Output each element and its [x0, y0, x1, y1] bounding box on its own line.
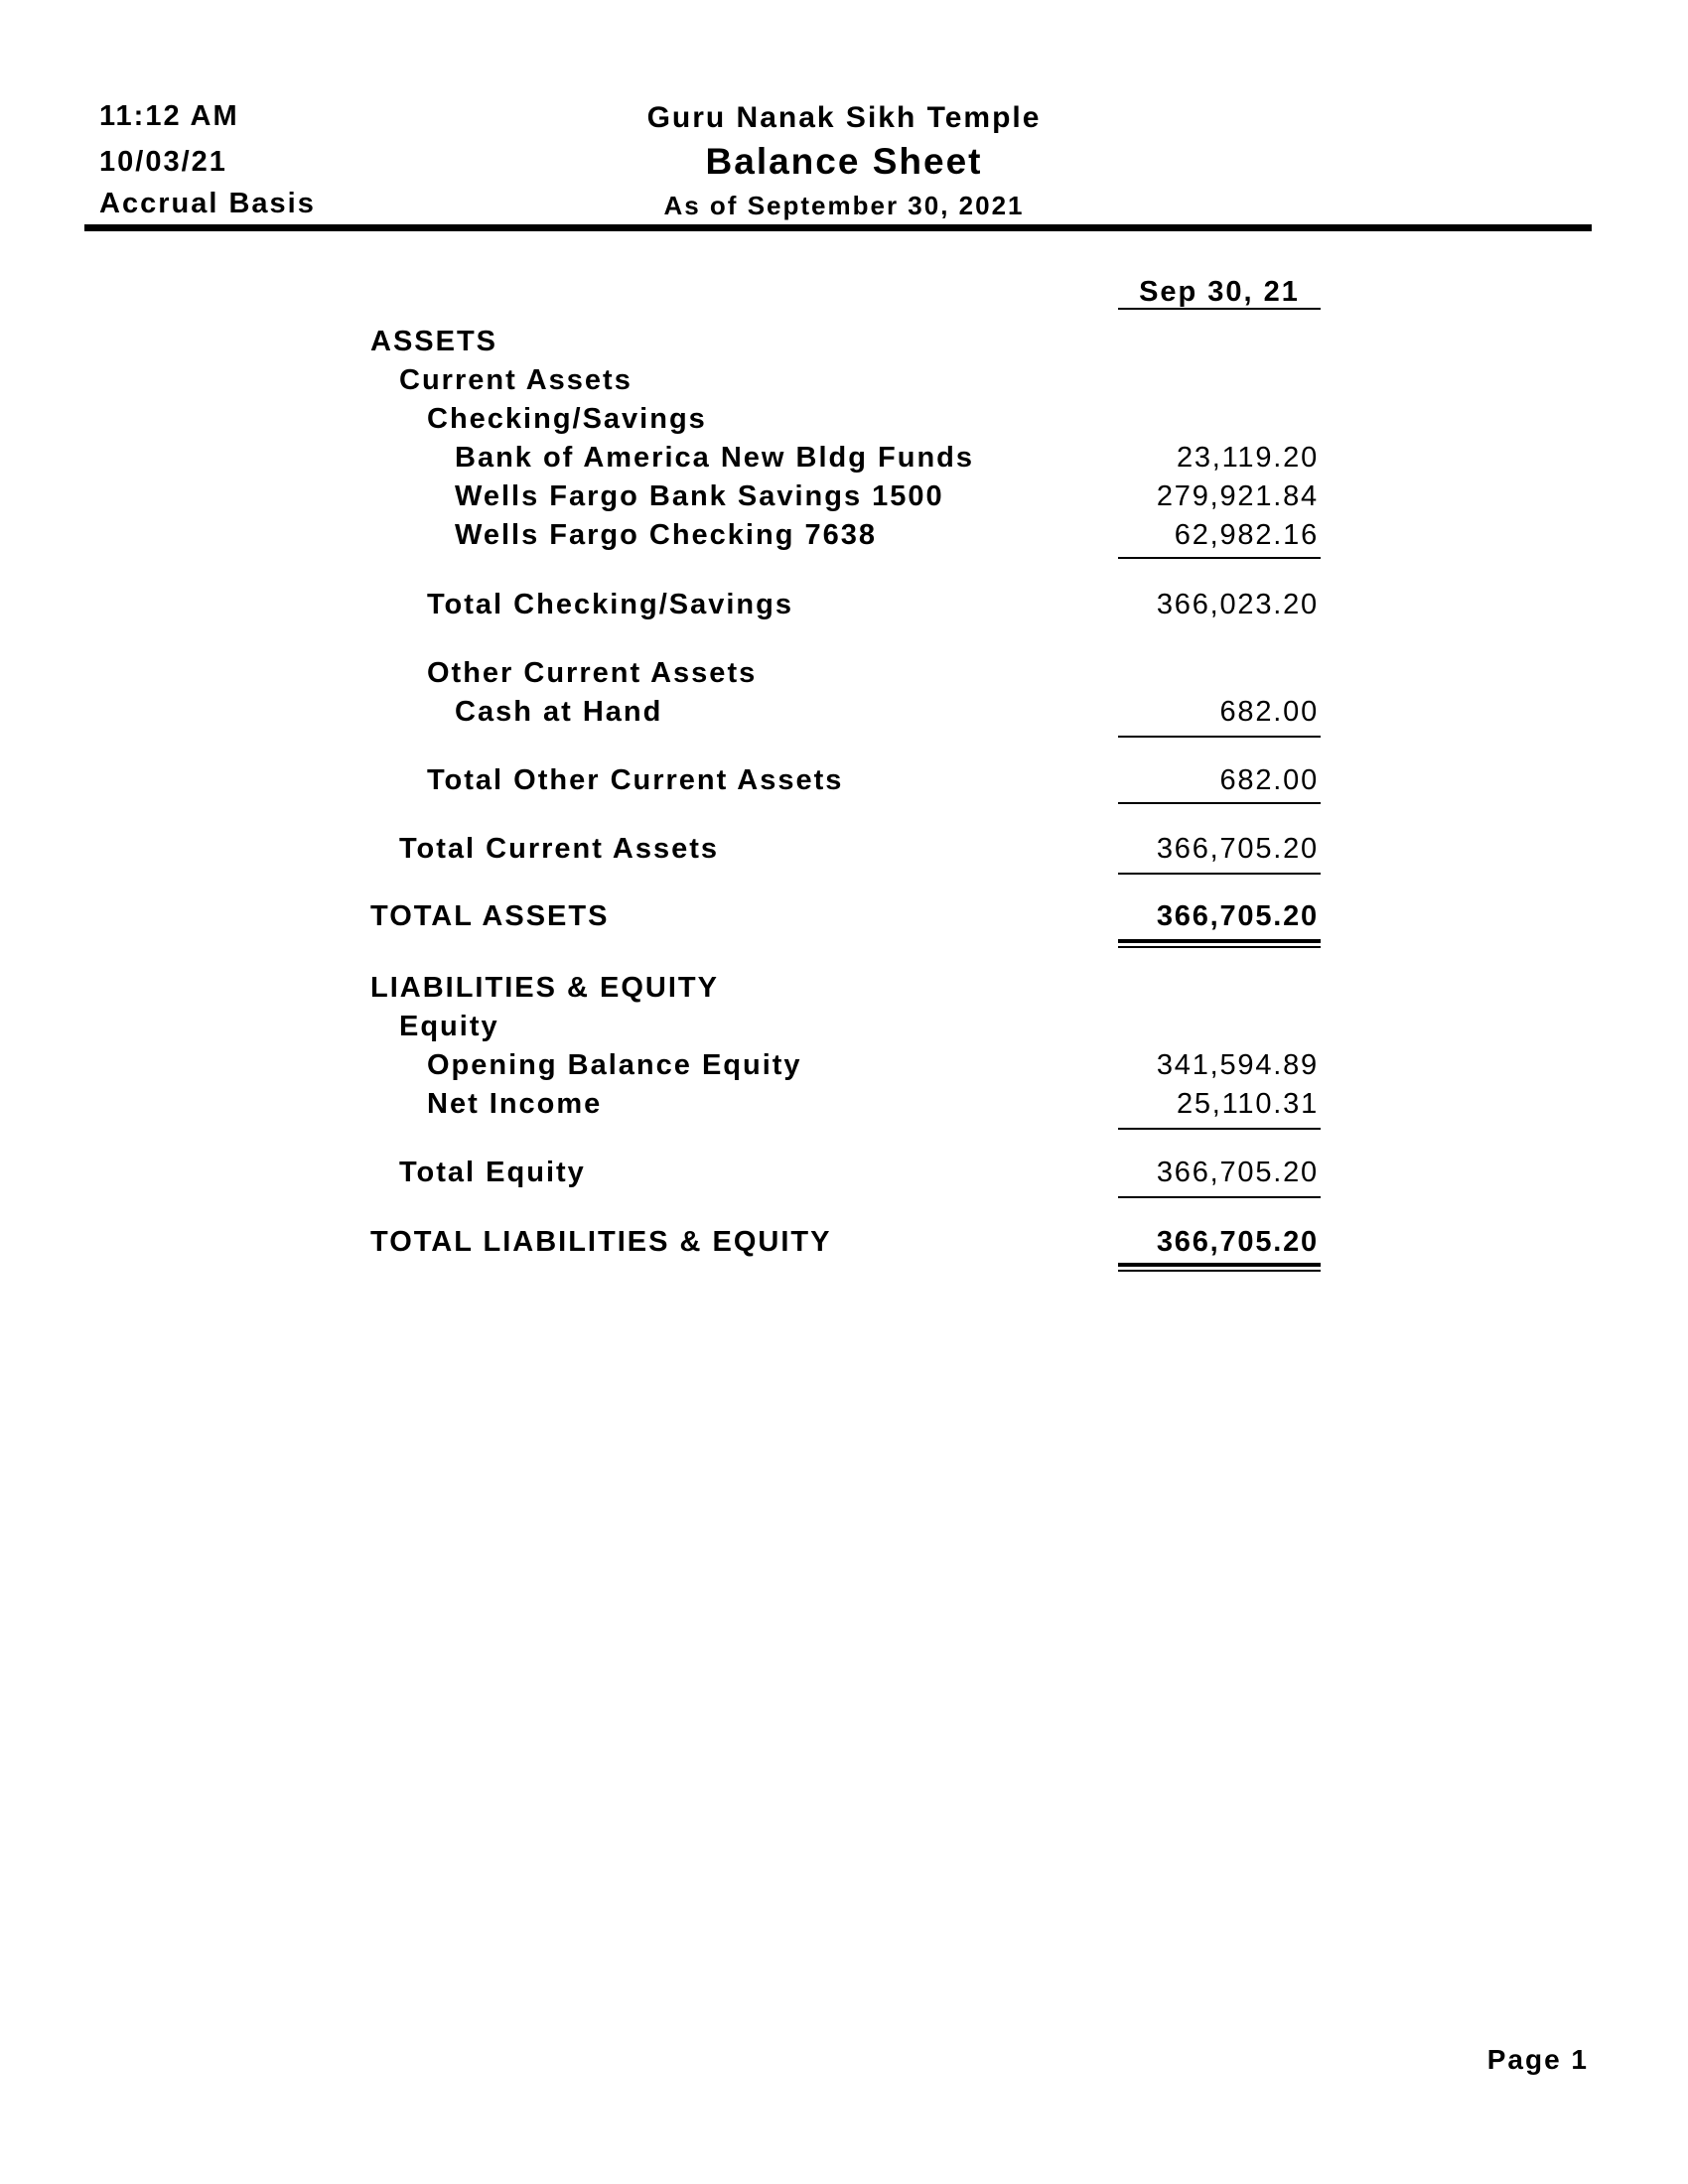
- row-net-income: [0, 1087, 1688, 1121]
- row-label: Net Income: [427, 1088, 603, 1120]
- row-checking-savings: [0, 402, 1688, 436]
- row-liabilities-equity: [0, 971, 1688, 1005]
- row-bank-of-america-new-bldg-funds: [0, 441, 1688, 475]
- report-subtitle: As of September 30, 2021: [663, 191, 1025, 220]
- row-label: Checking/Savings: [427, 403, 707, 435]
- report-title: Balance Sheet: [705, 141, 983, 182]
- grand-total-rule-bottom: [1118, 946, 1321, 948]
- company-name: Guru Nanak Sikh Temple: [646, 101, 1042, 134]
- row-value: 682.00: [1219, 696, 1319, 728]
- row-label: Total Equity: [399, 1157, 586, 1188]
- row-label: TOTAL LIABILITIES & EQUITY: [370, 1226, 832, 1258]
- row-value: 366,705.20: [1156, 1157, 1319, 1188]
- row-value: 25,110.31: [1176, 1088, 1319, 1120]
- row-value: 366,705.20: [1156, 1226, 1319, 1258]
- row-label: TOTAL ASSETS: [370, 900, 610, 932]
- subtotal-rule: [1118, 873, 1321, 875]
- row-total-current-assets: [0, 832, 1688, 866]
- row-value: 682.00: [1219, 764, 1319, 796]
- row-label: Other Current Assets: [427, 657, 758, 689]
- row-value: 341,594.89: [1156, 1049, 1319, 1081]
- row-total-assets: [0, 899, 1688, 933]
- column-header-date: Sep 30, 21: [1139, 276, 1300, 308]
- row-equity: [0, 1010, 1688, 1043]
- grand-total-rule-bottom: [1118, 1270, 1321, 1272]
- accounting-basis: Accrual Basis: [99, 188, 316, 219]
- row-cash-at-hand: [0, 695, 1688, 729]
- subtotal-rule: [1118, 1128, 1321, 1130]
- row-total-checking-savings: [0, 588, 1688, 621]
- subtotal-rule: [1118, 736, 1321, 738]
- column-header-underline: [1118, 308, 1321, 310]
- row-label: Total Other Current Assets: [427, 764, 844, 796]
- row-total-equity: [0, 1156, 1688, 1189]
- row-label: LIABILITIES & EQUITY: [370, 972, 719, 1004]
- subtotal-rule: [1118, 1196, 1321, 1198]
- row-value: 366,705.20: [1156, 833, 1319, 865]
- row-label: Equity: [399, 1011, 499, 1042]
- grand-total-rule-top: [1118, 939, 1321, 943]
- row-label: Bank of America New Bldg Funds: [455, 442, 974, 474]
- report-time: 11:12 AM: [99, 100, 239, 132]
- subtotal-rule: [1118, 557, 1321, 559]
- row-label: Wells Fargo Bank Savings 1500: [455, 480, 944, 512]
- row-opening-balance-equity: [0, 1048, 1688, 1082]
- row-label: Total Checking/Savings: [427, 589, 793, 620]
- subtotal-rule: [1118, 802, 1321, 804]
- row-label: Current Assets: [399, 364, 633, 396]
- row-total-liabilities-equity: [0, 1225, 1688, 1259]
- row-label: Cash at Hand: [455, 696, 663, 728]
- grand-total-rule-top: [1118, 1263, 1321, 1267]
- row-total-other-current-assets: [0, 763, 1688, 797]
- page-number: Page 1: [1486, 2044, 1589, 2075]
- row-label: Wells Fargo Checking 7638: [455, 519, 877, 551]
- row-wells-fargo-checking-7638: [0, 518, 1688, 552]
- row-value: 366,705.20: [1156, 900, 1319, 932]
- row-label: ASSETS: [370, 326, 498, 357]
- row-assets: [0, 325, 1688, 358]
- header-divider: [84, 224, 1592, 231]
- row-value: 279,921.84: [1156, 480, 1319, 512]
- row-current-assets: [0, 363, 1688, 397]
- row-label: Total Current Assets: [399, 833, 719, 865]
- row-value: 23,119.20: [1176, 442, 1319, 474]
- row-wells-fargo-bank-savings-1500: [0, 479, 1688, 513]
- row-label: Opening Balance Equity: [427, 1049, 802, 1081]
- report-date: 10/03/21: [99, 146, 227, 178]
- row-value: 62,982.16: [1174, 519, 1319, 551]
- row-value: 366,023.20: [1156, 589, 1319, 620]
- row-other-current-assets: [0, 656, 1688, 690]
